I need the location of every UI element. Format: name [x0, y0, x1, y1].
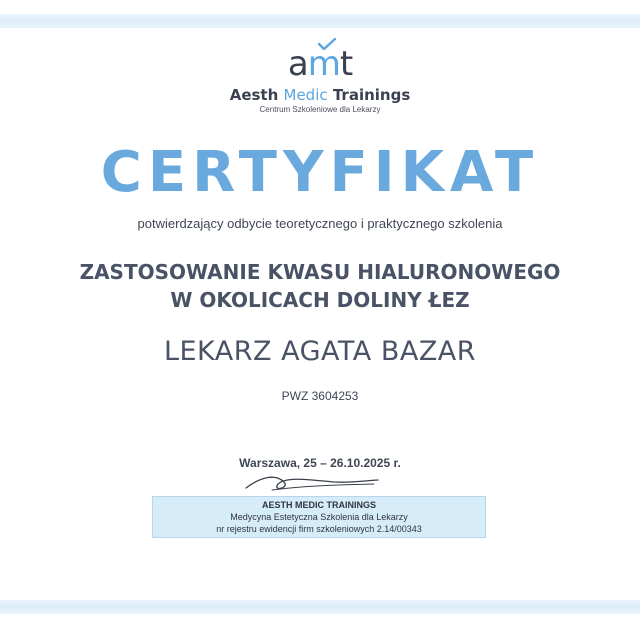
course-name-line-1: ZASTOSOWANIE KWASU HIALURONOWEGO: [79, 260, 561, 284]
stamp-description: Medycyna Estetyczna Szkolenia dla Lekarzy: [230, 512, 408, 522]
logo-letter-t: t: [339, 44, 353, 84]
company-logo: [0, 44, 640, 114]
certificate-title: CERTYFIKAT: [100, 140, 540, 205]
participant-name: LEKARZ AGATA BAZAR: [163, 336, 477, 367]
logo-name-part1: Aesth: [229, 86, 284, 104]
certificate-subtitle: potwierdzający odbycie teoretycznego i praktycznego szkolenia: [137, 216, 503, 231]
course-name: [0, 258, 640, 314]
logo-letter-a: a: [287, 44, 308, 84]
pwz-number: PWZ 3604253: [281, 389, 359, 403]
bottom-decorative-band: [0, 600, 640, 614]
course-name-line-2: W OKOLICACH DOLINY ŁEZ: [170, 288, 470, 312]
top-decorative-band: [0, 14, 640, 28]
signature-graphic: [242, 470, 382, 496]
place-and-date: Warszawa, 25 – 26.10.2025 r.: [239, 456, 401, 470]
company-stamp: [152, 496, 486, 538]
logo-name-part3: Trainings: [327, 86, 411, 104]
logo-letter-m: m: [307, 44, 340, 84]
stamp-company-name: AESTH MEDIC TRAININGS: [261, 500, 376, 510]
logo-tagline: Centrum Szkoleniowe dla Lekarzy: [259, 105, 381, 114]
checkmark-icon: [318, 38, 336, 50]
logo-mark: [288, 44, 352, 84]
logo-name: [0, 86, 640, 104]
stamp-registry-number: nr rejestru ewidencji firm szkoleniowych 2.14/00343: [216, 524, 422, 534]
logo-name-medic: Medic: [283, 86, 328, 104]
